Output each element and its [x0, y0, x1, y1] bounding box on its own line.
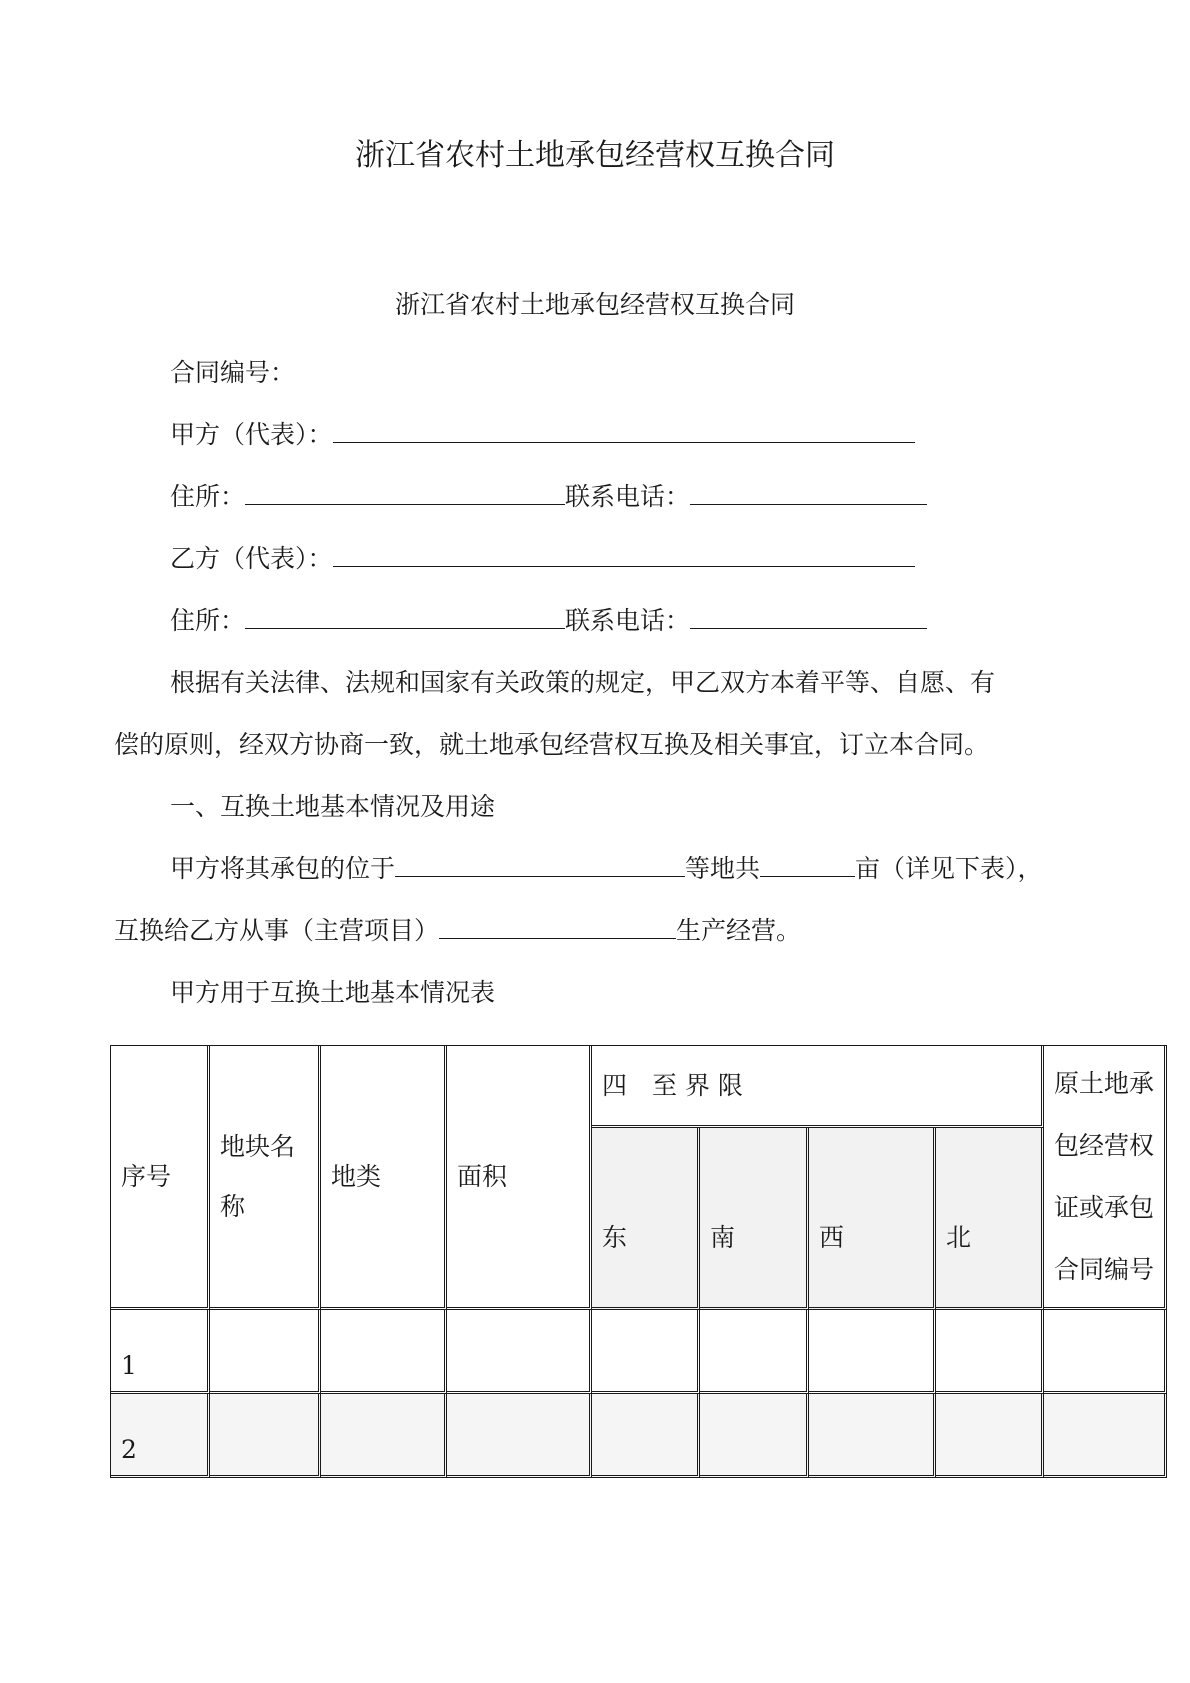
- header-south: 南: [700, 1128, 809, 1310]
- party-b-address-label: 住所：: [170, 606, 246, 635]
- cell-plot-name[interactable]: [210, 1394, 321, 1478]
- cell-land-type[interactable]: [321, 1394, 447, 1478]
- party-a-line: [170, 422, 915, 447]
- party-a-name-blank[interactable]: [333, 441, 915, 443]
- clause-mu-label: 亩（详见下表），: [855, 854, 1043, 883]
- land-location-blank[interactable]: [395, 875, 685, 877]
- table-row: [111, 1310, 1167, 1394]
- header-land-type: 地类: [321, 1046, 447, 1310]
- party-b-phone-blank[interactable]: [690, 627, 927, 629]
- preamble-line-2: 偿的原则，经双方协商一致，就土地承包经营权互换及相关事宜，订立本合同。: [114, 730, 990, 759]
- header-seq: 序号: [111, 1046, 210, 1310]
- cell-north[interactable]: [936, 1394, 1044, 1478]
- main-project-blank[interactable]: [439, 937, 676, 939]
- party-a-contact-line: [170, 484, 927, 509]
- clause-location-label: 甲方将其承包的位于: [170, 854, 396, 883]
- table-row: [111, 1394, 1167, 1478]
- cell-south[interactable]: [700, 1394, 809, 1478]
- header-cert-l1: 原土地承: [1054, 1068, 1155, 1098]
- contract-number-label: 合同编号：: [170, 358, 296, 387]
- party-a-phone-blank[interactable]: [690, 503, 927, 505]
- cell-area[interactable]: [447, 1394, 592, 1478]
- cell-east[interactable]: [592, 1310, 700, 1394]
- cell-east[interactable]: [592, 1394, 700, 1478]
- cell-west[interactable]: [809, 1394, 936, 1478]
- cell-certificate[interactable]: [1044, 1310, 1167, 1394]
- clause-project-label: 互换给乙方从事（主营项目）: [114, 916, 440, 945]
- row-seq: 1: [111, 1310, 210, 1394]
- clause-location-line: [170, 856, 1043, 881]
- cell-certificate[interactable]: [1044, 1394, 1167, 1478]
- party-b-label: 乙方（代表）：: [170, 544, 333, 573]
- land-info-table: [110, 1045, 1167, 1478]
- cell-land-type[interactable]: [321, 1310, 447, 1394]
- document-title: 浙江省农村土地承包经营权互换合同: [394, 290, 795, 319]
- cell-south[interactable]: [700, 1310, 809, 1394]
- page-title: 浙江省农村土地承包经营权互换合同: [355, 138, 835, 173]
- cell-area[interactable]: [447, 1310, 592, 1394]
- header-east: 东: [592, 1128, 700, 1310]
- party-b-line: [170, 546, 915, 571]
- party-b-contact-line: [170, 608, 927, 633]
- cell-west[interactable]: [809, 1310, 936, 1394]
- header-north: 北: [936, 1128, 1044, 1310]
- party-a-label: 甲方（代表）：: [170, 420, 333, 449]
- party-a-address-blank[interactable]: [245, 503, 565, 505]
- clause-total-label: 等地共: [685, 854, 761, 883]
- header-cert-l4: 合同编号: [1054, 1254, 1155, 1284]
- header-certificate: [1044, 1046, 1167, 1310]
- table-caption: 甲方用于互换土地基本情况表: [170, 978, 496, 1007]
- party-b-phone-label: 联系电话：: [565, 606, 691, 635]
- party-a-phone-label: 联系电话：: [565, 482, 691, 511]
- contract-number-line: [170, 360, 295, 385]
- header-plot-name-l2: 称: [220, 1191, 246, 1221]
- header-cert-l2: 包经营权: [1054, 1130, 1155, 1160]
- header-west: 西: [809, 1128, 936, 1310]
- cell-plot-name[interactable]: [210, 1310, 321, 1394]
- header-area: 面积: [447, 1046, 592, 1310]
- clause-project-line: [114, 918, 801, 943]
- section-1-heading: 一、互换土地基本情况及用途: [170, 792, 496, 821]
- cell-north[interactable]: [936, 1310, 1044, 1394]
- header-plot-name: [210, 1046, 321, 1310]
- clause-production-label: 生产经营。: [676, 916, 802, 945]
- preamble-line-1: 根据有关法律、法规和国家有关政策的规定，甲乙双方本着平等、自愿、有: [170, 668, 996, 697]
- header-cert-l3: 证或承包: [1054, 1192, 1155, 1222]
- party-b-name-blank[interactable]: [333, 565, 915, 567]
- row-seq: 2: [111, 1394, 210, 1478]
- land-area-blank[interactable]: [760, 875, 855, 877]
- header-boundaries: 四 至 界 限: [592, 1046, 1044, 1128]
- party-a-address-label: 住所：: [170, 482, 246, 511]
- header-plot-name-l1: 地块名: [220, 1131, 296, 1161]
- party-b-address-blank[interactable]: [245, 627, 565, 629]
